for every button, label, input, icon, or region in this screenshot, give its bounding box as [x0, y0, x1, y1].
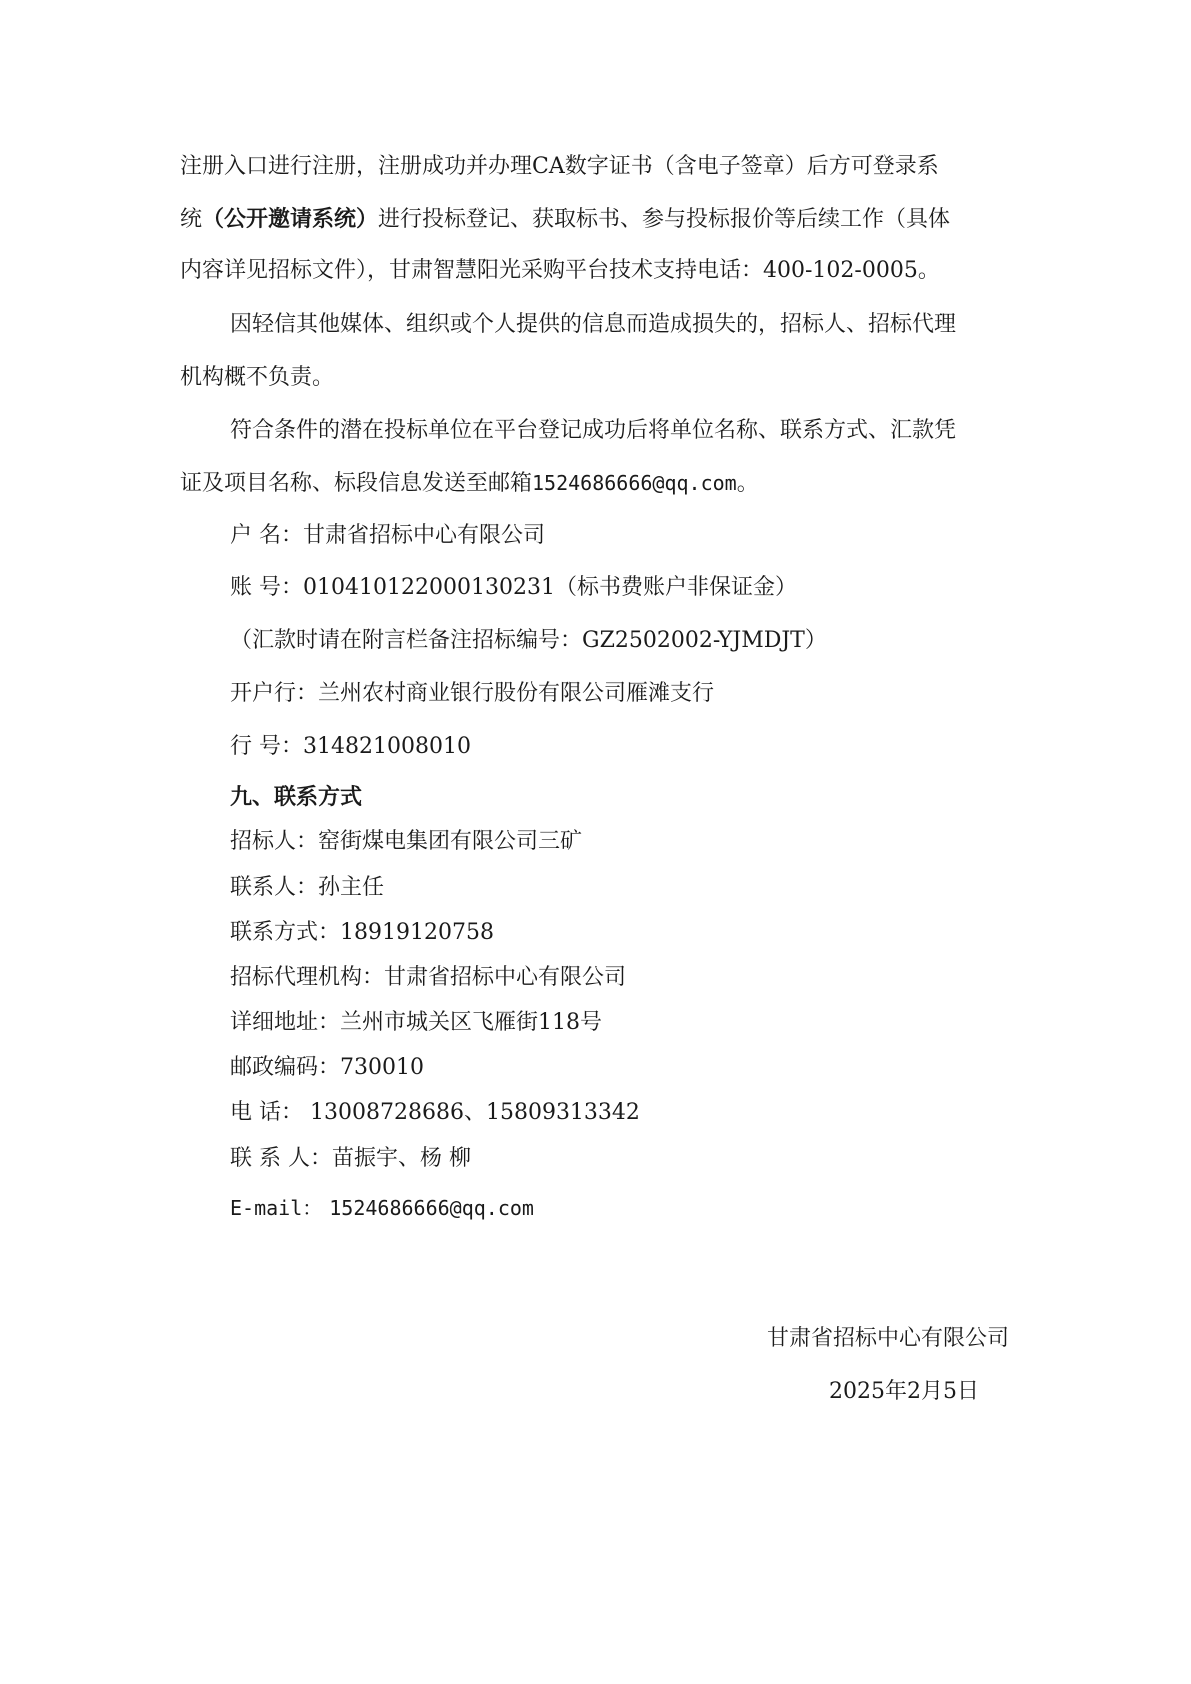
para1-line3: 内容详见招标文件），甘肃智慧阳光采购平台技术支持电话：400-102-0005。 — [180, 258, 940, 283]
para2-line1: 因轻信其他媒体、组织或个人提供的信息而造成损失的，招标人、招标代理 — [230, 312, 957, 337]
postcode: 邮政编码：730010 — [230, 1055, 424, 1080]
agency: 招标代理机构：甘肃省招标中心有限公司 — [230, 965, 627, 990]
para3-line2-suffix: 。 — [736, 471, 759, 496]
email-link: 1524686666@qq.com — [532, 471, 737, 495]
tenderer: 招标人：窑街煤电集团有限公司三矿 — [230, 829, 583, 854]
contact-person: 联系人：孙主任 — [230, 875, 385, 900]
email-label: E-mail： — [230, 1196, 323, 1220]
para1-line2-suffix: 进行投标登记、获取标书、参与投标报价等后续工作（具体 — [378, 207, 951, 232]
bank-name: 开户行：兰州农村商业银行股份有限公司雁滩支行 — [230, 681, 715, 706]
account-name: 户 名：甘肃省招标中心有限公司 — [230, 523, 545, 548]
phone: 电 话： 13008728686、15809313342 — [230, 1100, 640, 1125]
account-number: 账 号：010410122000130231（标书费账户非保证金） — [230, 575, 797, 600]
para1-line1: 注册入口进行注册，注册成功并办理CA数字证书（含电子签章）后方可登录系 — [180, 154, 939, 179]
signature-date: 2025年2月5日 — [829, 1379, 979, 1404]
bank-number: 行 号：314821008010 — [230, 734, 471, 759]
system-name: （公开邀请系统） — [202, 206, 379, 232]
email-row — [230, 1194, 534, 1223]
signature-org: 甘肃省招标中心有限公司 — [766, 1326, 1009, 1351]
para3-line2 — [180, 469, 759, 498]
para1-line2 — [180, 205, 950, 234]
remit-note: （汇款时请在附言栏备注招标编号：GZ2502002-YJMDJT） — [230, 628, 827, 653]
address: 详细地址：兰州市城关区飞雁街118号 — [230, 1010, 602, 1035]
email-value: 1524686666@qq.com — [329, 1196, 534, 1220]
contact-method: 联系方式：18919120758 — [230, 920, 494, 945]
para1-line2-prefix: 统 — [180, 207, 203, 232]
para2-line2: 机构概不负责。 — [180, 365, 335, 390]
section-title: 九、联系方式 — [230, 784, 363, 810]
para3-line2-prefix: 证及项目名称、标段信息发送至邮箱 — [180, 471, 533, 496]
agency-contacts: 联 系 人：苗振宇、杨 柳 — [230, 1146, 471, 1171]
para3-line1: 符合条件的潜在投标单位在平台登记成功后将单位名称、联系方式、汇款凭 — [230, 418, 957, 443]
